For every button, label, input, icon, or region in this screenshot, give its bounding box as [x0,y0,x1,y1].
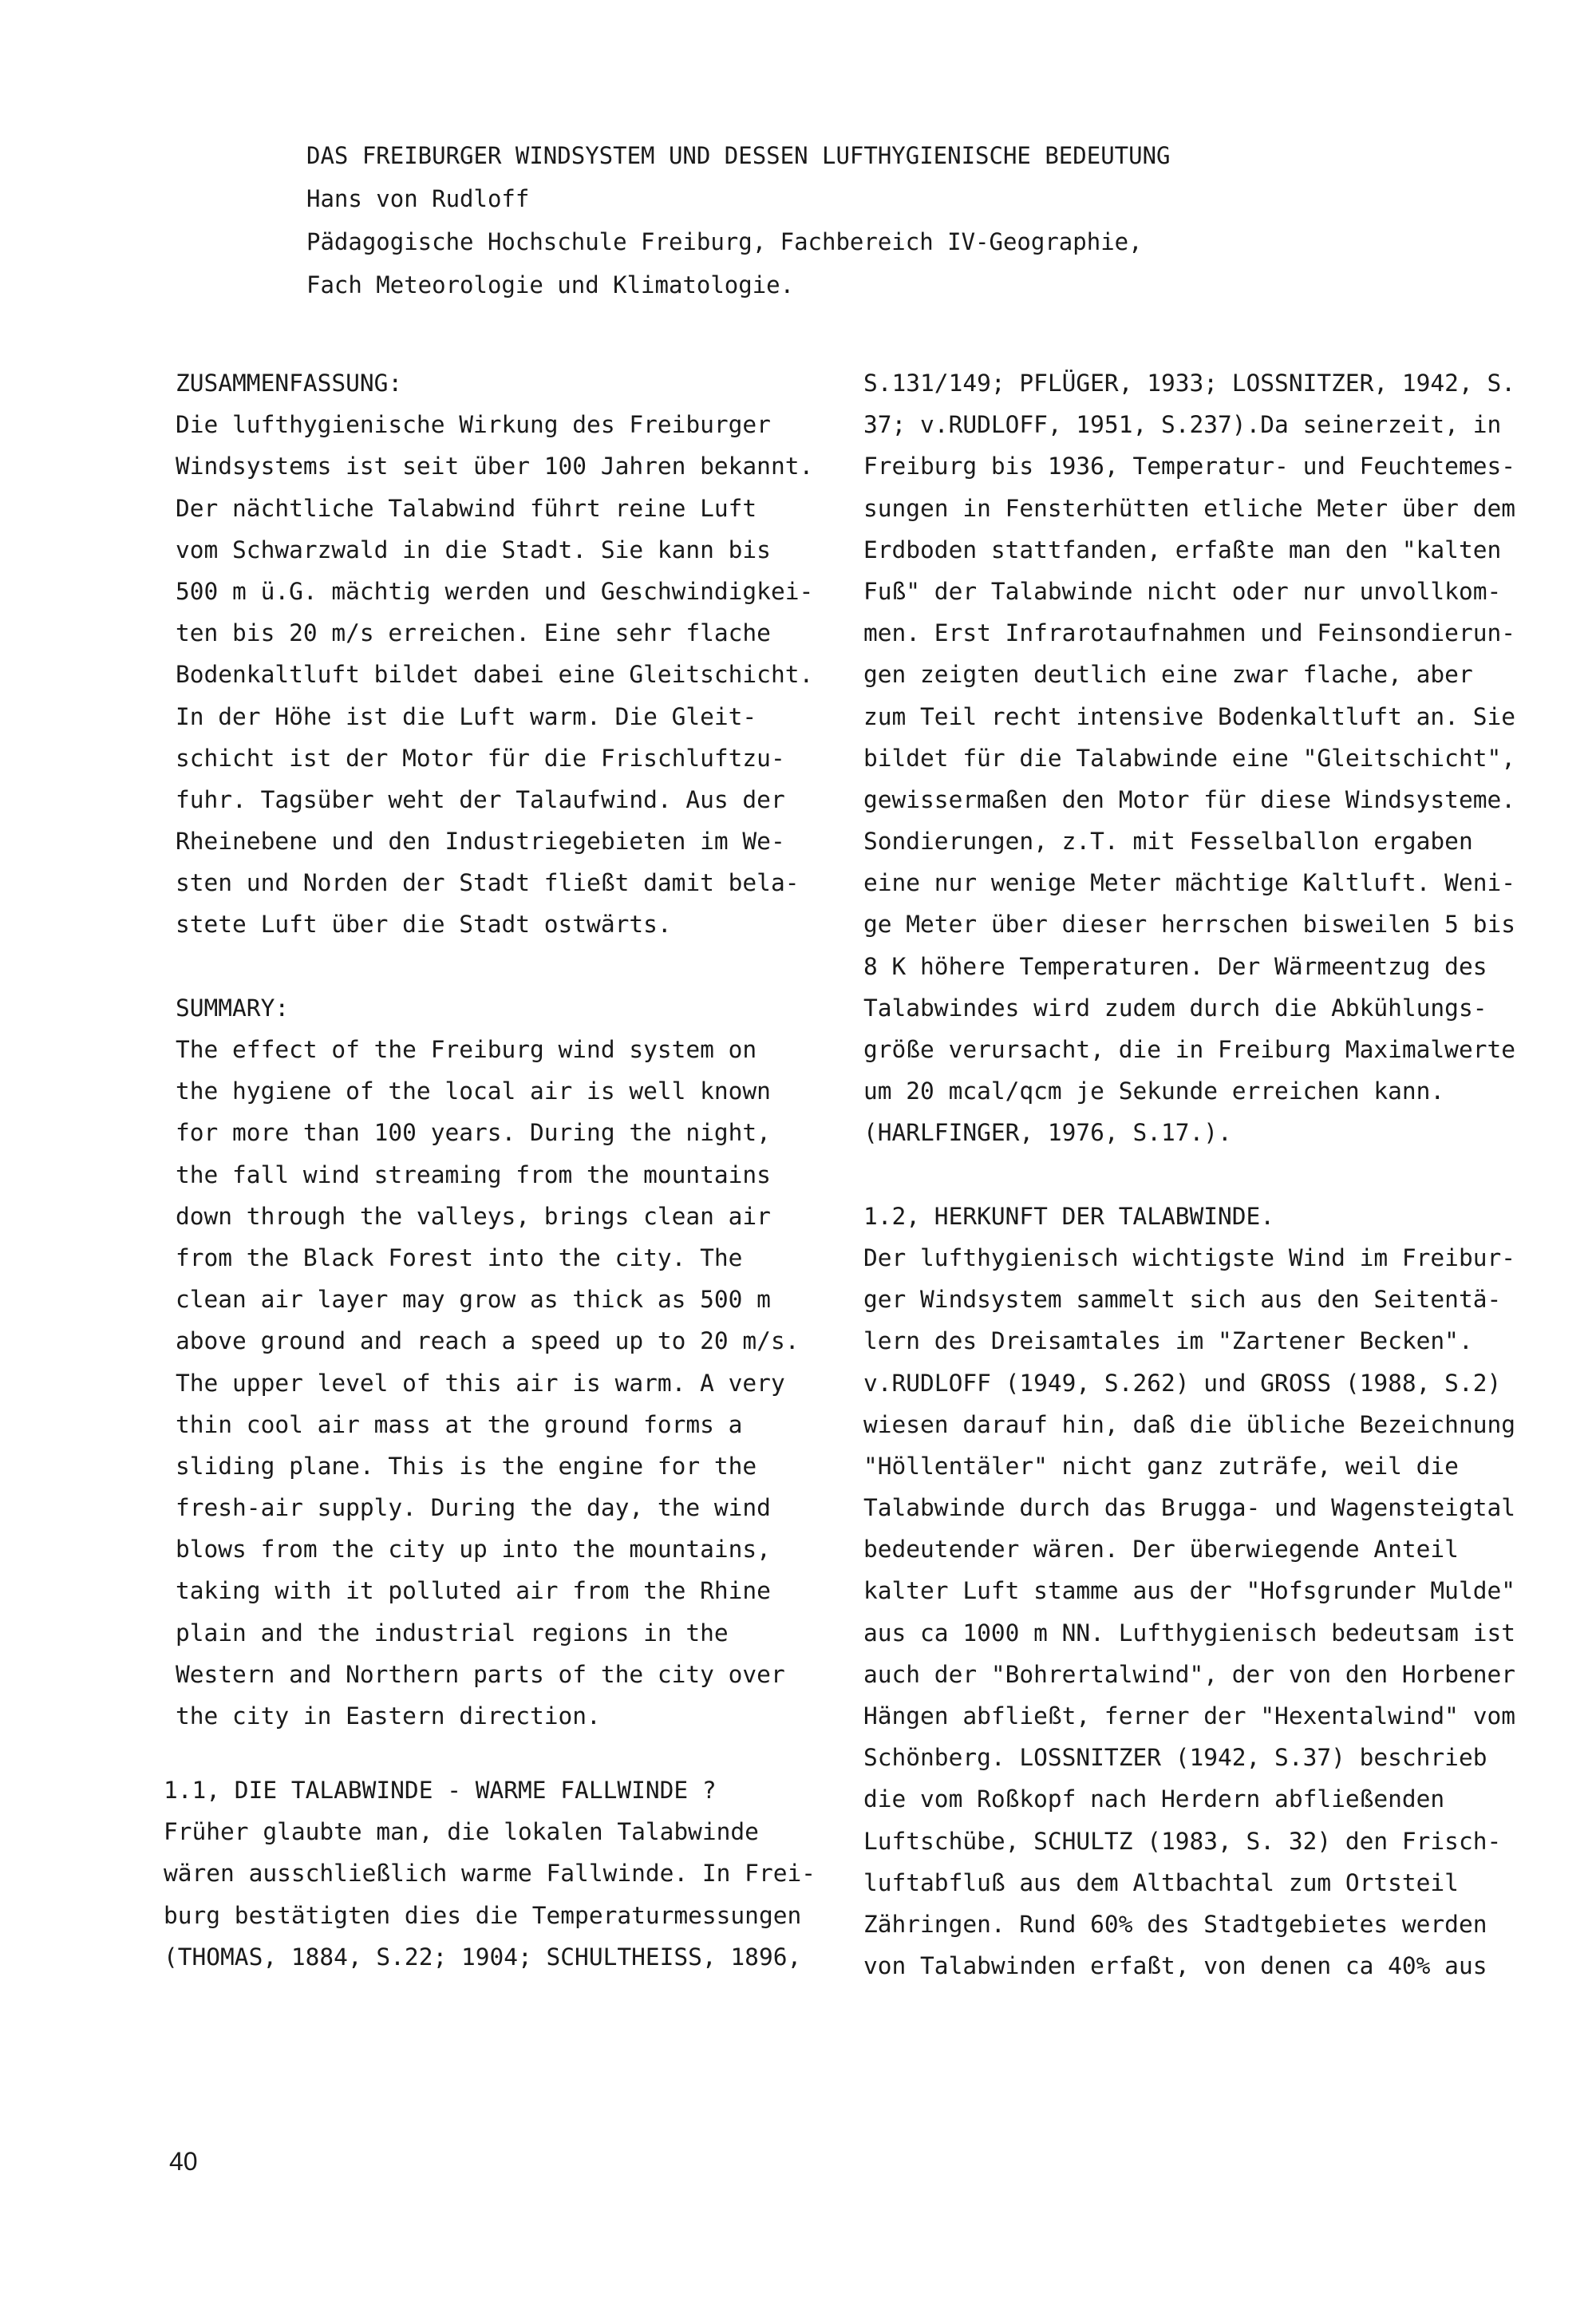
text-line: gewissermaßen den Motor für diese Windsysteme. [863,785,1515,813]
text-line: sliding plane. This is the engine for the [176,1452,757,1480]
section-1-1-heading: 1.1, DIE TALABWINDE - WARME FALLWINDE ? [164,1777,717,1804]
article-title: DAS FREIBURGER WINDSYSTEM UND DESSEN LUFTHYGIENISCHE BEDEUTUNG [306,142,1171,169]
section-1-2-body [863,1237,1515,1987]
text-line: vom Schwarzwald in die Stadt. Sie kann bis [176,536,771,563]
text-line: Der nächtliche Talabwind führt reine Luft [176,494,757,522]
text-line: clean air layer may grow as thick as 500 m [176,1286,771,1314]
text-line: sungen in Fensterhütten etliche Meter über dem [863,494,1515,522]
text-line: Hängen abfließt, ferner der "Hexentalwind" vom [863,1702,1515,1730]
zusammenfassung-heading: ZUSAMMENFASSUNG: [176,370,403,397]
text-line: The effect of the Freiburg wind system on [176,1036,757,1063]
text-line: Sondierungen, z.T. mit Fesselballon ergaben [863,828,1473,856]
text-line: Die lufthygienische Wirkung des Freiburger [176,411,771,439]
text-line: wären ausschließlich warme Fallwinde. In Frei- [164,1860,816,1888]
text-line: luftabfluß aus dem Altbachtal zum Ortsteil [863,1868,1459,1896]
text-line: aus ca 1000 m NN. Lufthygienisch bedeutsam ist [863,1619,1515,1647]
text-line: v.RUDLOFF (1949, S.262) und GROSS (1988, S.2) [863,1369,1502,1397]
text-line: Rheinebene und den Industriegebieten im We- [176,828,785,856]
text-line: ge Meter über dieser herrschen bisweilen 5 bis [863,911,1515,939]
text-line: Fuß" der Talabwinde nicht oder nur unvollkom- [863,577,1502,605]
right-column [863,362,1515,1987]
text-line: for more than 100 years. During the night, [176,1119,771,1147]
text-line: Luftschübe, SCHULTZ (1983, S. 32) den Frisch- [863,1827,1502,1855]
text-line: blows from the city up into the mountains, [176,1536,771,1564]
text-line: the hygiene of the local air is well known [176,1077,771,1105]
text-line: Zähringen. Rund 60% des Stadtgebietes werden [863,1910,1487,1938]
page-number: 40 [169,2147,198,2176]
text-line: stete Luft über die Stadt ostwärts. [176,911,672,939]
section-1-2-heading: 1.2, HERKUNFT DER TALABWINDE. [863,1202,1275,1230]
text-line: von Talabwinden erfaßt, von denen ca 40% aus [863,1952,1487,1980]
text-line: größe verursacht, die in Freiburg Maximalwerte [863,1036,1515,1063]
text-line: Talabwindes wird zudem durch die Abkühlungs- [863,994,1487,1022]
text-line: schicht ist der Motor für die Frischluftzu- [176,744,785,772]
continued-text [863,362,1515,1154]
text-line: lern des Dreisamtales im "Zartener Becken". [863,1327,1473,1355]
text-line: above ground and reach a speed up to 20 m/s. [176,1327,800,1355]
text-line: Der lufthygienisch wichtigste Wind im Freibur- [863,1243,1515,1271]
text-line: 8 K höhere Temperaturen. Der Wärmeentzug des [863,952,1487,980]
text-line: from the Black Forest into the city. The [176,1243,743,1271]
text-line: sten und Norden der Stadt fließt damit bela- [176,869,800,897]
zusammenfassung-body [176,404,814,945]
text-line: Western and Northern parts of the city over [176,1660,785,1688]
text-line: In der Höhe ist die Luft warm. Die Gleit- [176,702,757,730]
text-line: kalter Luft stamme aus der "Hofsgrunder Mulde" [863,1577,1515,1605]
text-line: fresh-air supply. During the day, the wind [176,1494,771,1522]
text-line: (THOMAS, 1884, S.22; 1904; SCHULTHEISS, 1896, [164,1943,802,1971]
left-column [176,362,814,1737]
text-line: "Höllentäler" nicht ganz zuträfe, weil die [863,1452,1459,1480]
text-line: Windsystems ist seit über 100 Jahren bekannt. [176,453,814,480]
text-line: 37; v.RUDLOFF, 1951, S.237).Da seinerzeit, in [863,411,1502,439]
section-1-1 [164,1769,816,1978]
text-line: burg bestätigten dies die Temperaturmessungen [164,1901,802,1929]
text-line: auch der "Bohrertalwind", der von den Horbener [863,1660,1515,1688]
text-line: zum Teil recht intensive Bodenkaltluft an. Sie [863,702,1515,730]
author-name: Hans von Rudloff [306,185,530,212]
text-line: gen zeigten deutlich eine zwar flache, aber [863,661,1473,689]
text-line: The upper level of this air is warm. A very [176,1369,785,1397]
text-line: die vom Roßkopf nach Herdern abfließenden [863,1785,1445,1813]
text-line: ten bis 20 m/s erreichen. Eine sehr flache [176,619,771,647]
article-header [306,134,1424,306]
text-line: fuhr. Tagsüber weht der Talaufwind. Aus der [176,785,785,813]
text-line: bedeutender wären. Der überwiegende Anteil [863,1536,1459,1564]
text-line: the city in Eastern direction. [176,1702,601,1730]
affiliation-line-1: Pädagogische Hochschule Freiburg, Fachbereich IV-Geographie, [306,228,1143,255]
text-line: S.131/149; PFLÜGER, 1933; LOSSNITZER, 1942, S. [863,370,1515,397]
text-line: taking with it polluted air from the Rhine [176,1577,771,1605]
text-line: men. Erst Infrarotaufnahmen und Feinsondierun- [863,619,1515,647]
text-line: bildet für die Talabwinde eine "Gleitschicht", [863,744,1515,772]
section-1-1-body [164,1811,816,1978]
text-line: Bodenkaltluft bildet dabei eine Gleitschicht. [176,661,814,689]
affiliation-line-2: Fach Meteorologie und Klimatologie. [306,271,795,299]
text-line: 500 m ü.G. mächtig werden und Geschwindigkei- [176,577,814,605]
text-line: Talabwinde durch das Brugga- und Wagensteigtal [863,1494,1515,1522]
summary-body [176,1029,798,1737]
text-line: thin cool air mass at the ground forms a [176,1410,743,1438]
text-line: eine nur wenige Meter mächtige Kaltluft. Weni- [863,869,1515,897]
text-line: um 20 mcal/qcm je Sekunde erreichen kann. [863,1077,1445,1105]
text-line: the fall wind streaming from the mountains [176,1160,771,1188]
text-line: Schönberg. LOSSNITZER (1942, S.37) beschrieb [863,1744,1487,1772]
text-line: wiesen darauf hin, daß die übliche Bezeichnung [863,1410,1515,1438]
summary-heading: SUMMARY: [176,994,290,1022]
text-line: (HARLFINGER, 1976, S.17.). [863,1119,1232,1147]
text-line: Früher glaubte man, die lokalen Talabwinde [164,1818,759,1846]
text-line: Erdboden stattfanden, erfaßte man den "kalten [863,536,1502,563]
text-line: plain and the industrial regions in the [176,1619,729,1647]
text-line: ger Windsystem sammelt sich aus den Seitentä- [863,1286,1502,1314]
text-line: Freiburg bis 1936, Temperatur- und Feuchtemes- [863,453,1515,480]
text-line: down through the valleys, brings clean air [176,1202,771,1230]
